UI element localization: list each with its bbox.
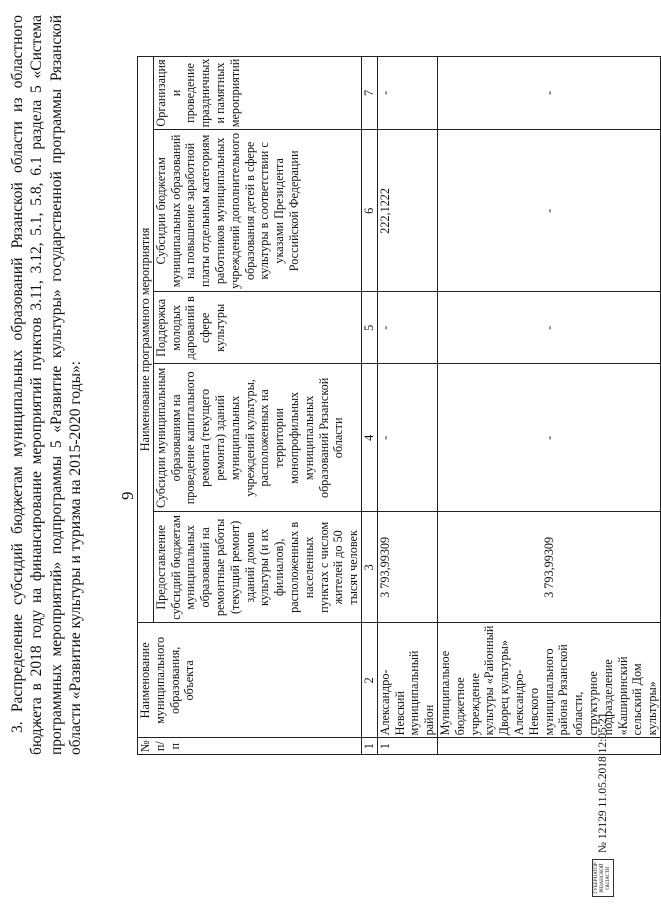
row-value: 3 793,99309 — [437, 512, 660, 623]
row-value: - — [377, 292, 437, 364]
col-number-4: 4 — [361, 364, 377, 512]
governor-seal: ГУБЕРНАТОР РЯЗАНСКОЙ ОБЛАСТИ — [592, 859, 614, 897]
subsidy-table — [137, 56, 661, 755]
header-event-5: Организация и проведение праздничных и памятных мероприятий — [153, 56, 361, 130]
row-value: - — [437, 56, 660, 130]
col-number-3: 3 — [361, 512, 377, 623]
row-no: 1 — [377, 738, 437, 755]
row-value: - — [437, 364, 660, 512]
row-no — [437, 738, 660, 755]
col-number-2: 2 — [361, 623, 377, 738]
row-name: Александро-Невский муниципальный район — [377, 623, 437, 738]
col-number-5: 5 — [361, 292, 377, 364]
row-value: 222,1222 — [377, 130, 437, 292]
row-value: - — [377, 364, 437, 512]
header-row-1 — [138, 56, 154, 754]
header-group-title: Наименование программного мероприятия — [138, 56, 154, 623]
header-event-2: Субсидии муниципальным образованиям на проведение капитального ремонта (текущего ремонта) зданий муниципальных учреждений культуры, расположенных на территории монопрофильных муниципальных образований Рязанской области — [153, 364, 361, 512]
row-value: - — [437, 130, 660, 292]
header-event-3: Поддержка молодых дарований в сфере культуры — [153, 292, 361, 364]
document-footer — [592, 712, 614, 897]
heading-text: 3. Распределение субсидий бюджетам муниципальных образований Рязанской области из областного бюджета в 2018 году на финансирование мероприятий пунктов 3.11, 3.12, 5.1, 5.8, 6.1 раздела 5 «Система программных мероприятий» подпрограммы 5 «Развитие культуры» государственной программы Рязанской области «Развитие культуры и туризма на 2015-2020 годы»: — [9, 15, 84, 755]
row-value: - — [377, 56, 437, 130]
header-event-4: Субсидии бюджетам муниципальных образований на повышение заработной платы отдельным категориям работников муниципальных учреждений дополнительного образования детей в сфере культуры в соответствии с указами Президента Российской Федерации — [153, 130, 361, 292]
table-row — [437, 56, 660, 754]
registration-number: № 12129 11.05.2018 12:05:21 — [597, 712, 609, 853]
row-value: - — [437, 292, 660, 364]
table-row — [377, 56, 437, 754]
col-number-6: 6 — [361, 130, 377, 292]
section-heading — [8, 15, 85, 755]
column-numbers-row — [361, 56, 377, 754]
col-number-7: 7 — [361, 56, 377, 130]
header-event-1: Предоставление субсидий бюджетам муниципальных образований на ремонтные работы (текущий ремонт) зданий домов культуры (и их филиалов), расположенных в населенных пунктах с числом жителей до 50 тысяч человек — [153, 512, 361, 623]
header-col-name: Наименование муниципального образования, объекта — [138, 623, 362, 738]
row-value: 3 793,99309 — [377, 512, 437, 623]
header-col-no: № п/п — [138, 738, 362, 755]
row-name: Муниципальное бюджетное учреждение культуры «Районный Дворец культуры» Александро-Невского муниципального района Рязанской области, структурное подразделение «Каширинский сельский Дом культуры» — [437, 623, 660, 738]
page-number: 9 — [118, 491, 137, 500]
col-number-1: 1 — [361, 738, 377, 755]
